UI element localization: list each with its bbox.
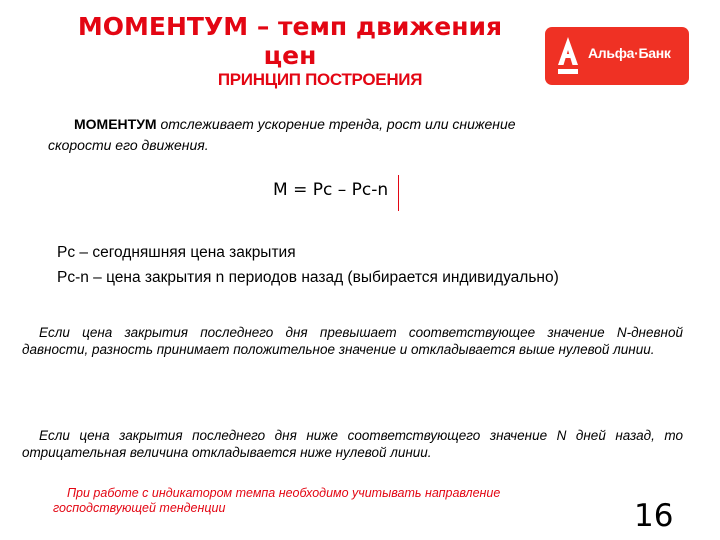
intro-keyword: МОМЕНТУМ	[74, 116, 157, 132]
definition-pc: Pc – сегодняшняя цена закрытия	[57, 244, 296, 261]
text-cursor	[398, 175, 399, 211]
page-title: МОМЕНТУМ – темп движения цен	[77, 12, 503, 70]
definition-pc-n: Pc-n – цена закрытия n периодов назад (выбирается индивидуально)	[57, 269, 559, 286]
intro-text	[48, 114, 608, 156]
definitions-list	[57, 240, 559, 290]
trend-note: При работе с индикатором темпа необходимо учитывать направление господствующей тенденции	[53, 486, 501, 515]
intro-line-2: скорости его движения.	[48, 137, 209, 153]
paragraph-positive: Если цена закрытия последнего дня превышает соответствующее значение N-дневной давности, разность принимает положительное значение и откладывается выше нулевой линии.	[22, 325, 683, 357]
momentum-formula: M = Pc – Pc-n	[273, 180, 389, 200]
alfa-letter-icon	[555, 35, 581, 77]
alfa-bank-logo	[545, 27, 689, 85]
paragraph-negative: Если цена закрытия последнего дня ниже соответствующего значение N дней назад, то отрицательная величина откладывается ниже нулевой линии.	[22, 428, 683, 460]
logo-name: Альфа·Банк	[588, 45, 671, 61]
intro-line-1: отслеживает ускорение тренда, рост или снижение	[156, 116, 516, 132]
page-subtitle: ПРИНЦИП ПОСТРОЕНИЯ	[217, 70, 423, 89]
page-number: 16	[634, 498, 674, 534]
